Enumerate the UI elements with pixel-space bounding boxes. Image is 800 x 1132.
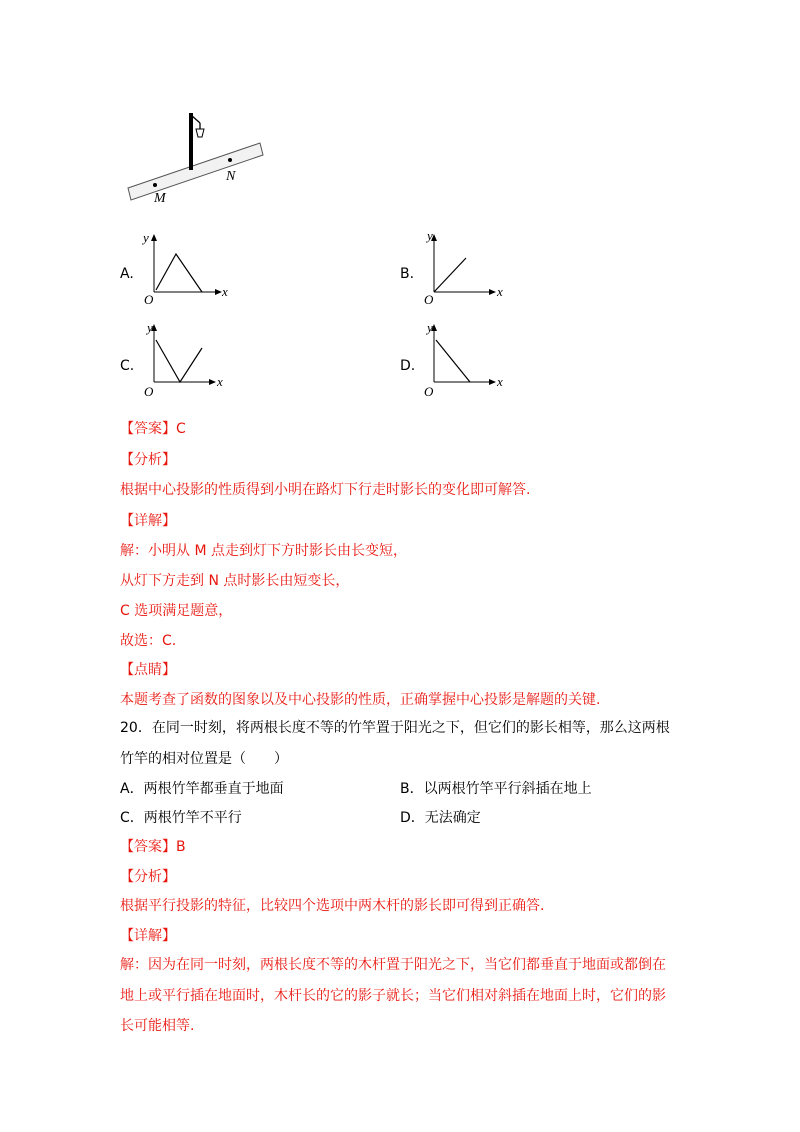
x-axis-label: x — [497, 284, 503, 299]
point-m-dot — [153, 183, 157, 187]
q20-analysis-heading: 【分析】 — [120, 869, 176, 885]
lamp-head — [196, 129, 204, 137]
x-axis-label: x — [217, 374, 223, 389]
graph-option-b — [420, 228, 520, 308]
y-axis-label: y — [427, 320, 433, 335]
q20-analysis-text: 根据平行投影的特征，比较四个选项中两木杆的影长即可得到正确答. — [120, 898, 545, 914]
origin-label: O — [144, 292, 154, 307]
q20-detail-line: 地上或平行插在地面时，木杆长的它的影子就长；当它们相对斜插在地面上时，它们的影 — [120, 988, 666, 1004]
graph-option-d — [420, 318, 520, 400]
q19-answer: 【答案】C — [120, 421, 186, 437]
origin-label: O — [424, 292, 434, 307]
q20-stem-line: 竹竿的相对位置是（ ） — [120, 751, 288, 767]
point-n-dot — [228, 158, 232, 162]
x-axis-label: x — [222, 284, 228, 299]
q20-option-a: A．两根竹竿都垂直于地面 — [120, 781, 284, 797]
x-axis-arrow — [489, 289, 496, 295]
q19-comment-heading: 【点睛】 — [120, 662, 176, 678]
x-axis-label: x — [497, 374, 503, 389]
q19-detail-heading: 【详解】 — [120, 513, 176, 529]
graph-option-c-letter: C. — [120, 358, 135, 374]
x-axis-arrow — [215, 289, 222, 295]
q19-detail-line: 解：小明从 M 点走到灯下方时影长由长变短， — [120, 543, 407, 559]
y-axis-label: y — [147, 320, 153, 335]
q20-detail-heading: 【详解】 — [120, 928, 176, 944]
graph-option-a-letter: A. — [120, 266, 134, 282]
q19-detail-line: 从灯下方走到 N 点时影长由短变长， — [120, 573, 350, 589]
graph-option-b-letter: B. — [400, 266, 415, 282]
q20-option-d: D．无法确定 — [400, 810, 481, 826]
x-axis-arrow — [489, 379, 496, 385]
y-axis-label: y — [143, 230, 149, 245]
graph-curve — [436, 340, 470, 382]
q20-stem-line: 20．在同一时刻，将两根长度不等的竹竿置于阳光之下，但它们的影长相等，那么这两根 — [120, 720, 670, 736]
graph-option-a — [140, 228, 240, 308]
q20-option-c: C．两根竹竿不平行 — [120, 810, 242, 826]
graph-option-c — [140, 318, 240, 400]
q19-comment-text: 本题考查了函数的图象以及中心投影的性质，正确掌握中心投影是解题的关键. — [120, 692, 601, 708]
q20-detail-line: 解：因为在同一时刻，两根长度不等的木杆置于阳光之下，当它们都垂直于地面或都倒在 — [120, 957, 666, 973]
graph-option-d-letter: D. — [400, 358, 416, 374]
label-m: M — [154, 191, 166, 206]
street-lamp-figure — [120, 105, 270, 210]
origin-label: O — [424, 384, 434, 399]
origin-label: O — [144, 384, 154, 399]
q19-detail-line: C 选项满足题意， — [120, 603, 233, 619]
q19-analysis-text: 根据中心投影的性质得到小明在路灯下行走时影长的变化即可解答. — [120, 482, 531, 498]
q20-option-b: B．以两根竹竿平行斜插在地上 — [400, 781, 592, 797]
label-n: N — [226, 169, 236, 184]
graph-curve — [156, 340, 202, 382]
y-axis-label: y — [427, 228, 433, 243]
q20-detail-line: 长可能相等. — [120, 1018, 195, 1034]
q19-analysis-heading: 【分析】 — [120, 452, 176, 468]
y-axis-arrow — [151, 234, 157, 241]
x-axis-arrow — [209, 379, 216, 385]
road-strip — [128, 143, 263, 200]
q19-detail-line: 故选：C. — [120, 633, 177, 649]
graph-curve — [434, 258, 466, 292]
graph-curve — [156, 254, 202, 292]
q20-answer: 【答案】B — [120, 839, 186, 855]
